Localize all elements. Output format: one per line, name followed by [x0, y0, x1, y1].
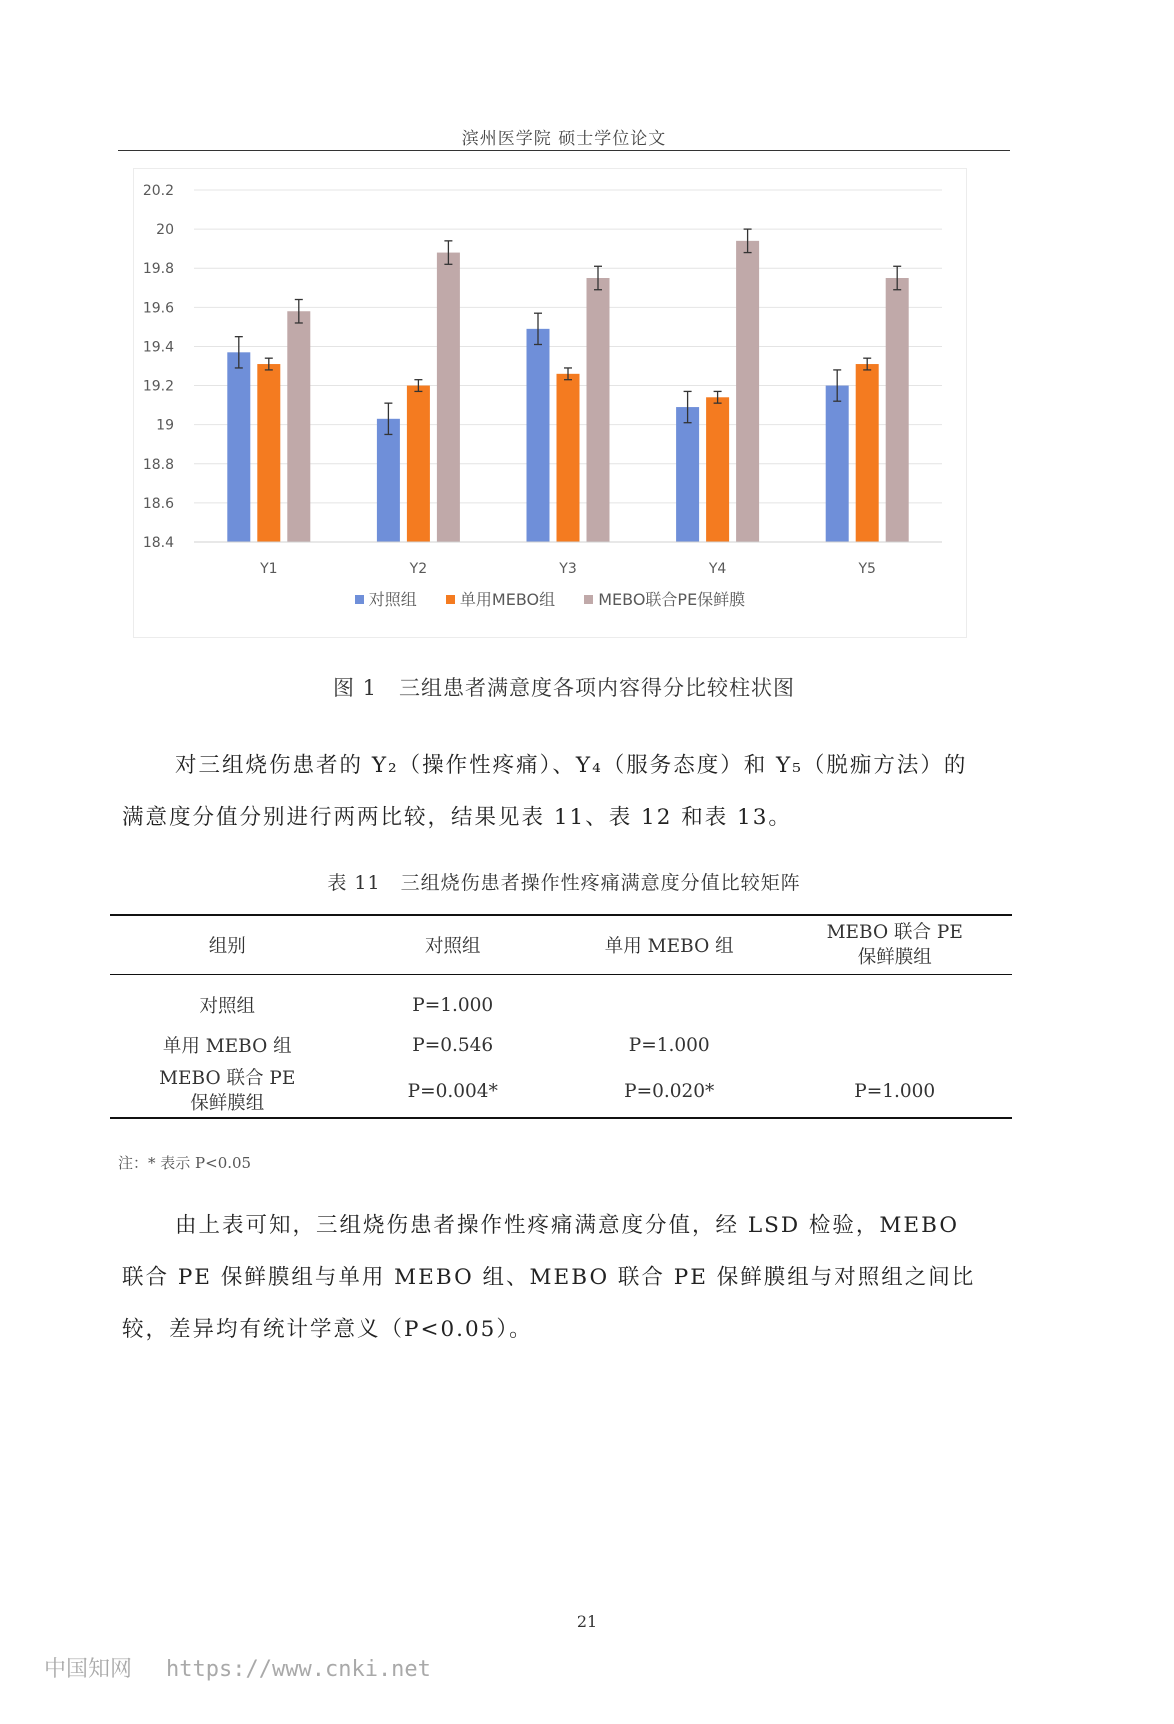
bar — [856, 364, 879, 542]
x-tick-label: Y3 — [559, 561, 577, 577]
page-header: 滨州医学院 硕士学位论文 — [461, 129, 667, 149]
cell-p-value — [561, 975, 777, 1026]
table-header-row — [110, 915, 1012, 975]
bar — [706, 397, 729, 542]
legend-swatch-combo — [584, 595, 593, 604]
y-tick-label: 20 — [156, 222, 174, 239]
watermark-cn: 中国知网 — [44, 1657, 133, 1682]
table-row — [110, 1065, 1012, 1118]
chart-legend — [134, 587, 966, 610]
row-group-label-line2: 保鲜膜组 — [190, 1093, 265, 1114]
y-tick-label: 18.4 — [142, 535, 174, 551]
paragraph-1-text: 对三组烧伤患者的 Y₂（操作性疼痛）、Y₄（服务态度）和 Y₅（脱痂方法）的满意度分值分别进行两两比较，结果见表 11、表 12 和表 13。 — [122, 753, 968, 830]
y-tick-label: 19.6 — [142, 300, 174, 317]
comparison-table — [110, 914, 1012, 1119]
bar — [437, 253, 460, 542]
bar — [886, 278, 909, 542]
bar — [557, 374, 580, 542]
bar — [377, 419, 400, 542]
cnki-watermark — [44, 1652, 431, 1683]
bar — [826, 386, 849, 542]
bar — [736, 241, 759, 542]
bar — [287, 311, 310, 542]
bar — [407, 386, 430, 542]
y-tick-label: 20.2 — [142, 183, 174, 199]
legend-label-control: 对照组 — [368, 590, 417, 609]
header-mebo: 单用 MEBO 组 — [604, 936, 734, 957]
header-rule — [118, 150, 1010, 151]
cell-p-value: P=0.004* — [407, 1080, 498, 1102]
bar — [587, 278, 610, 542]
bar — [676, 407, 699, 542]
table-row — [110, 975, 1012, 1026]
legend-label-mebo: 单用MEBO组 — [459, 590, 556, 609]
cell-p-value: P=0.546 — [412, 1034, 494, 1056]
y-tick-label: 18.8 — [142, 456, 174, 473]
legend-label-combo: MEBO联合PE保鲜膜 — [598, 590, 746, 609]
bar — [227, 352, 250, 542]
cell-p-value: P=0.020* — [624, 1080, 715, 1102]
bar — [527, 329, 550, 542]
legend-item-combo — [584, 587, 745, 610]
legend-item-mebo — [446, 587, 555, 610]
watermark-url: https://www.cnki.net — [166, 1657, 431, 1682]
table-row — [110, 1025, 1012, 1065]
y-tick-label: 19.8 — [142, 261, 174, 278]
header-combo-line2: 保鲜膜组 — [857, 947, 932, 968]
x-tick-label: Y2 — [409, 561, 428, 577]
row-group-label: 对照组 — [199, 996, 256, 1017]
table-note: 注：* 表示 P<0.05 — [118, 1154, 252, 1172]
cell-p-value: P=1.000 — [412, 994, 494, 1016]
legend-swatch-mebo — [446, 595, 455, 604]
x-tick-label: Y4 — [708, 561, 727, 577]
x-tick-label: Y5 — [858, 561, 876, 577]
header-combo-line1: MEBO 联合 PE — [826, 922, 963, 943]
header-combo — [777, 915, 1012, 975]
y-tick-label: 18.6 — [142, 495, 174, 512]
legend-item-control — [355, 587, 417, 610]
header-group: 组别 — [208, 936, 246, 957]
x-tick-label: Y1 — [260, 561, 278, 577]
y-tick-label: 19 — [156, 417, 174, 434]
cell-p-value: P=1.000 — [628, 1034, 710, 1056]
row-group-label: 单用 MEBO 组 — [162, 1036, 292, 1057]
cell-p-value — [777, 1025, 1012, 1065]
row-group-label-line1: MEBO 联合 PE — [159, 1068, 296, 1089]
row-group-label — [110, 1065, 345, 1118]
page-number: 21 — [576, 1612, 598, 1631]
y-tick-label: 19.4 — [142, 339, 174, 356]
figure-caption: 图 1 三组患者满意度各项内容得分比较柱状图 — [332, 676, 796, 700]
cell-p-value: P=1.000 — [854, 1080, 936, 1102]
legend-swatch-control — [355, 595, 364, 604]
header-control: 对照组 — [424, 936, 481, 957]
table-caption: 表 11 三组烧伤患者操作性疼痛满意度分值比较矩阵 — [327, 872, 801, 894]
paragraph-2-text: 由上表可知，三组烧伤患者操作性疼痛满意度分值，经 LSD 检验，MEBO 联合 PE 保鲜膜组与单用 MEBO 组、MEBO 联合 PE 保鲜膜组与对照组之间比较，差异均有统计学意义（P<0.05）。 — [122, 1213, 976, 1342]
paragraph-1 — [122, 740, 988, 844]
y-tick-label: 19.2 — [142, 378, 174, 395]
cell-p-value — [777, 975, 1012, 1026]
chart-plot — [134, 169, 966, 637]
bar-chart — [133, 168, 967, 638]
paragraph-2 — [122, 1200, 988, 1356]
bar — [257, 364, 280, 542]
